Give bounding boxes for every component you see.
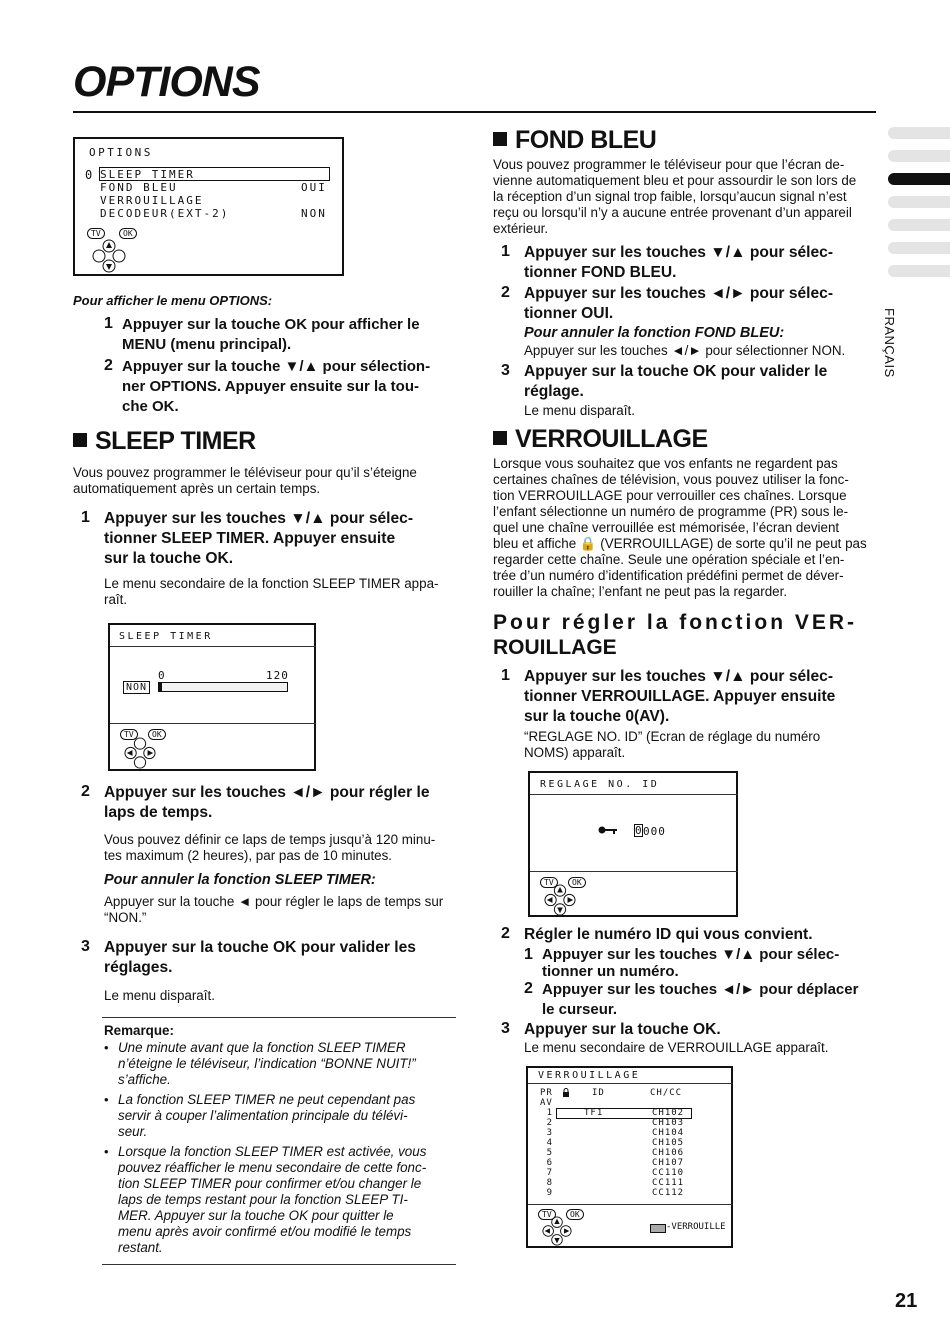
chapter-tab <box>888 242 950 254</box>
options-screen <box>73 137 344 276</box>
av-label: AV <box>540 1098 553 1108</box>
screen-divider <box>528 1204 733 1205</box>
step-number: 2 <box>524 980 533 997</box>
menu-item-value: NON <box>301 207 327 220</box>
section-intro: Vous pouvez programmer le téléviseur pour que l’écran de- vienne automatiquement bleu et pour assourdir le son lors de la réception d’un signal trop faible, lorsqu’aucun signal n’est reçu ou lorsqu’il n’y a aucune entrée provenant d’un appareil extérieur. <box>493 157 857 236</box>
chapter-tab-active <box>888 173 950 185</box>
step-number: 3 <box>81 938 90 955</box>
section-heading: FOND BLEU <box>493 126 656 155</box>
remark-rule <box>102 1264 456 1265</box>
chapter-tab <box>888 265 950 277</box>
step-detail: “REGLAGE NO. ID” (Ecran de réglage du numéro NOMS) apparaît. <box>524 729 821 760</box>
id-cell: TF1 <box>584 1108 604 1118</box>
step-number: 2 <box>501 925 510 942</box>
step-text: Appuyer sur les touches ▼/▲ pour sélec- tionner SLEEP TIMER. Appuyer ensuite sur la touche OK. <box>104 510 414 567</box>
chapter-tab <box>888 219 950 231</box>
step-number: 1 <box>501 667 510 684</box>
slider-thumb <box>158 682 162 692</box>
locked-legend-label: -VERROUILLE <box>666 1222 726 1232</box>
ch-cell: CH103 <box>652 1118 685 1128</box>
step-number: 2 <box>81 783 90 800</box>
square-bullet-icon <box>73 433 87 447</box>
screen-divider <box>528 1083 733 1084</box>
direction-pad-icon <box>124 737 156 769</box>
ok-key: OK <box>568 877 586 888</box>
ok-key: OK <box>119 228 137 239</box>
pr-cell: 8 <box>546 1178 552 1188</box>
menu-item: FOND BLEU <box>100 181 178 194</box>
chapter-tab <box>888 150 950 162</box>
screen-title: REGLAGE NO. ID <box>540 779 660 790</box>
square-bullet-icon <box>493 431 507 445</box>
remark-item: Une minute avant que la fonction SLEEP TIMER n’éteigne le téléviseur, l’indication “BONNE NUIT!” s’affiche. <box>118 1040 416 1087</box>
id-digit-cursor: 0 <box>635 824 642 837</box>
step-detail: Le menu disparaît. <box>104 988 215 1003</box>
id-digits: 000 <box>643 825 666 838</box>
screen-divider <box>110 646 316 647</box>
cancel-text: Appuyer sur les touches ◄/► pour sélectionner NON. <box>524 343 846 358</box>
chapter-tab <box>888 127 950 139</box>
step-text: Appuyer sur les touches ◄/► pour régler le laps de temps. <box>104 784 430 821</box>
page-number: 21 <box>895 1290 918 1312</box>
step-text: Appuyer sur les touches ◄/► pour sélec- tionner OUI. <box>524 285 834 322</box>
ch-cell: CC110 <box>652 1168 685 1178</box>
slider-max: 120 <box>266 669 289 682</box>
remark-item: Lorsque la fonction SLEEP TIMER est activée, vous pouvez réafficher le menu secondaire de cette fonc- tion SLEEP TIMER pour confirmer et/ou changer le laps de temps restant pour la fonction SLEEP TI- MER. Appuyer sur la touche OK pour quitter le menu après avoir confirmé et/ou modifié le temps restant. <box>118 1144 427 1255</box>
ch-cell: CC112 <box>652 1188 685 1198</box>
step-number: 3 <box>501 1020 510 1037</box>
menu-item-value: OUI <box>301 181 327 194</box>
id-setting-screen <box>528 771 738 917</box>
pr-cell: 5 <box>546 1148 552 1158</box>
menu-item: DECODEUR(EXT-2) <box>100 207 230 220</box>
screen-divider <box>530 871 738 872</box>
language-label: FRANÇAIS <box>882 308 897 378</box>
screen-divider <box>110 723 316 724</box>
screen-title: VERROUILLAGE <box>538 1070 641 1081</box>
pr-cell: 9 <box>546 1188 552 1198</box>
lock-icon <box>562 1088 570 1098</box>
step-text: Appuyer sur la touche OK. <box>524 1021 721 1038</box>
step-number: 2 <box>104 357 113 374</box>
screen-divider <box>530 794 738 795</box>
direction-pad-icon <box>92 239 126 273</box>
timer-slider <box>158 682 288 692</box>
step-text: Appuyer sur les touches ▼/▲ pour sélec- tionner un numéro. <box>542 946 840 980</box>
subsection-heading: Pour régler la fonction VER- ROUILLAGE <box>493 611 858 659</box>
remark-rule <box>102 1017 456 1018</box>
step-detail: Le menu secondaire de VERROUILLAGE apparaît. <box>524 1040 829 1055</box>
screen-title: OPTIONS <box>89 146 153 159</box>
menu-item: SLEEP TIMER <box>100 168 195 181</box>
pr-cell: 2 <box>546 1118 552 1128</box>
bullet-icon: • <box>104 1144 109 1159</box>
title-rule <box>73 111 876 113</box>
key-icon <box>598 825 618 835</box>
column-header: CH/CC <box>650 1088 683 1098</box>
section-intro: Lorsque vous souhaitez que vos enfants ne regardent pas certaines chaînes de télévision, vous pouvez utiliser la fonc- tion VERROUILLAGE pour verrouiller ces chaînes. Lorsque l’enfant sélectionne un numéro de programme (PR) sous le- quel une chaîne verrouillée est mémorisée, l’écran devient bleu et affiche 🔒 (VERROUILLAGE) de sorte qu’il ne peut pas regarder cette chaîne. Seule une opération spéciale et l’en- trée d’un numéro d’identification prédéfini permet de déver- rouiller la chaîne; l’enfant ne peut pas la regarder. <box>493 456 867 599</box>
pr-cell: 3 <box>546 1128 552 1138</box>
cancel-heading: Pour annuler la fonction FOND BLEU: <box>524 325 785 341</box>
step-text: Appuyer sur les touches ▼/▲ pour sélec- tionner FOND BLEU. <box>524 244 834 281</box>
cancel-text: Appuyer sur la touche ◄ pour régler le laps de temps sur “NON.” <box>104 894 444 925</box>
bullet-icon: • <box>104 1092 109 1107</box>
tv-key: TV <box>87 228 105 239</box>
step-number: 1 <box>81 509 90 526</box>
ok-key: OK <box>148 729 166 740</box>
ch-cell: CH105 <box>652 1138 685 1148</box>
pr-cell: 7 <box>546 1168 552 1178</box>
step-number: 1 <box>524 946 533 963</box>
step-detail: Le menu disparaît. <box>524 403 635 418</box>
step-text: Appuyer sur les touches ◄/► pour déplacer le curseur. <box>542 981 859 1018</box>
bullet-icon: • <box>104 1040 109 1055</box>
step-number: 2 <box>501 284 510 301</box>
instruction-heading: Pour afficher le menu OPTIONS: <box>73 293 273 308</box>
sleep-timer-screen <box>108 623 316 771</box>
remark-item: La fonction SLEEP TIMER ne peut cependant pas servir à couper l’alimentation principale du télévi- seur. <box>118 1092 416 1139</box>
remark-heading: Remarque: <box>104 1023 174 1038</box>
section-heading: VERROUILLAGE <box>493 425 708 454</box>
tv-key: TV <box>540 877 558 888</box>
section-intro: Vous pouvez programmer le téléviseur pour qu’il s’éteigne automatiquement après un certain temps. <box>73 465 417 496</box>
ch-cell: CC111 <box>652 1178 685 1188</box>
menu-item: VERROUILLAGE <box>100 194 204 207</box>
page-title: OPTIONS <box>73 58 260 106</box>
ch-cell: CH107 <box>652 1158 685 1168</box>
step-text: Appuyer sur la touche OK pour valider le réglage. <box>524 363 828 400</box>
section-heading: SLEEP TIMER <box>73 427 256 456</box>
tv-key: TV <box>538 1209 556 1220</box>
pr-cell: 1 <box>546 1108 552 1118</box>
direction-pad-icon <box>544 884 576 916</box>
ch-cell: CH102 <box>652 1108 685 1118</box>
column-header: PR <box>540 1088 553 1098</box>
tv-key: TV <box>120 729 138 740</box>
direction-pad-icon <box>542 1216 572 1246</box>
step-text: Appuyer sur la touche OK pour afficher le MENU (menu principal). <box>122 316 420 353</box>
screen-title: SLEEP TIMER <box>119 631 213 642</box>
pr-cell: 4 <box>546 1138 552 1148</box>
ok-key: OK <box>566 1209 584 1220</box>
step-detail: Vous pouvez définir ce laps de temps jusqu’à 120 minu- tes maximum (2 heures), par pas de 10 minutes. <box>104 832 436 863</box>
ch-cell: CH104 <box>652 1128 685 1138</box>
locked-legend-swatch <box>650 1224 666 1233</box>
pr-cell: 6 <box>546 1158 552 1168</box>
lock-list-screen <box>526 1066 733 1248</box>
step-number: 3 <box>501 362 510 379</box>
step-number: 1 <box>501 243 510 260</box>
ch-cell: CH106 <box>652 1148 685 1158</box>
step-text: Appuyer sur la touche OK pour valider les réglages. <box>104 939 416 976</box>
cancel-heading: Pour annuler la fonction SLEEP TIMER: <box>104 872 376 888</box>
step-text: Appuyer sur les touches ▼/▲ pour sélec- tionner VERROUILLAGE. Appuyer ensuite sur la touche 0(AV). <box>524 668 836 725</box>
step-number: 1 <box>104 315 113 332</box>
step-text: Appuyer sur la touche ▼/▲ pour sélection- ner OPTIONS. Appuyer ensuite sur la tou- che OK. <box>122 358 431 415</box>
timer-value: NON <box>123 681 150 694</box>
step-text: Régler le numéro ID qui vous convient. <box>524 926 813 943</box>
column-header: ID <box>592 1088 605 1098</box>
square-bullet-icon <box>493 132 507 146</box>
cursor-indicator: 0 <box>85 168 93 182</box>
slider-min: 0 <box>158 669 165 682</box>
chapter-tab <box>888 196 950 208</box>
step-detail: Le menu secondaire de la fonction SLEEP TIMER appa- raît. <box>104 576 439 607</box>
